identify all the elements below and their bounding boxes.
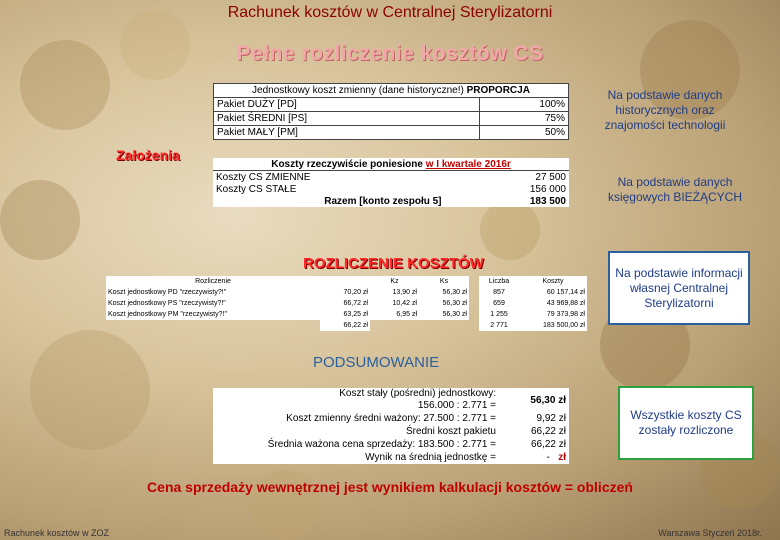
rozliczenie-label: ROZLICZENIE KOSZTÓW (303, 255, 484, 272)
table-row: Koszty CS ZMIENNE 27 500 (216, 171, 566, 183)
table-row: Razem [konto zespołu 5] 183 500 (324, 195, 566, 207)
costs-header: Koszty rzeczywiście poniesione w I kwartale 2016r (213, 158, 569, 171)
summary-table (213, 388, 569, 464)
table-row: 66,22 zł 2 771 183 500,00 zł (106, 320, 587, 331)
result-value: - zł (546, 452, 566, 463)
table-header-row: Rozliczenie Kz Ks Liczba Koszty (106, 276, 587, 287)
rozliczenie-table (106, 276, 587, 331)
table-row: Wynik na średnią jednostkę = - zł (213, 451, 569, 464)
zalozenia-label: Założenia (116, 147, 180, 163)
table-row: Koszt jednostkowy PS "rzeczywisty?!" 66,72 zł 10,42 zł 56,30 zł 659 43 969,88 zł (108, 300, 585, 307)
proportion-table (213, 83, 569, 140)
table-row: Koszt zmienny średni ważony: 27.500 : 2.771 = 9,92 zł (286, 413, 566, 424)
table-row: Pakiet MAŁY [PM] 50% (214, 126, 569, 140)
table-row: Koszt jednostkowy PD "rzeczywisty?!" 70,20 zł 13,90 zł 56,30 zł 857 60 157,14 zł (108, 289, 585, 296)
table-row: Koszty CS STAŁE 156 000 (216, 183, 566, 195)
podsumowanie-label: PODSUMOWANIE (313, 354, 440, 371)
note-historical: Na podstawie danych historycznych oraz znajomości technologii (604, 88, 726, 132)
table-row: Średni koszt pakietu 66,22 zł (405, 426, 566, 437)
table-row: Średnia ważona cena sprzedaży: 183.500 : 2.771 = 66,22 zł (267, 439, 566, 450)
table-row: Pakiet DUŻY [PD] 100% (214, 98, 569, 112)
note-own-info: Na podstawie informacji własnej Centralnej Sterylizatorni (608, 251, 750, 325)
section-subtitle: Pełne rozliczenie kosztów CS (236, 42, 544, 65)
proportion-header: Jednostkowy koszt zmienny (dane historyczne!) PROPORCJA (214, 84, 569, 98)
footer-left: Rachunek kosztów w ZOZ (4, 528, 110, 538)
bottom-statement: Cena sprzedaży wewnętrznej jest wynikiem kalkulacji kosztów = obliczeń (147, 479, 633, 495)
note-accounting: Na podstawie danych księgowych BIEŻĄCYCH (607, 175, 743, 204)
table-row: Pakiet ŚREDNI [PS] 75% (214, 112, 569, 126)
table-row: Koszt stały (pośredni) jednostkowy: 156.000 : 2.771 = 56,30 zł (339, 388, 566, 411)
costs-table (213, 158, 569, 207)
footer-right: Warszawa Styczeń 2018r. (658, 528, 762, 538)
note-all-costs: Wszystkie koszty CS zostały rozliczone (618, 386, 754, 460)
table-row: Koszt jednostkowy PM "rzeczywisty?!" 63,25 zł 6,95 zł 56,30 zł 1 255 79 373,98 zł (108, 311, 585, 318)
slide-title: Rachunek kosztów w Centralnej Sterylizatorni (227, 4, 553, 21)
